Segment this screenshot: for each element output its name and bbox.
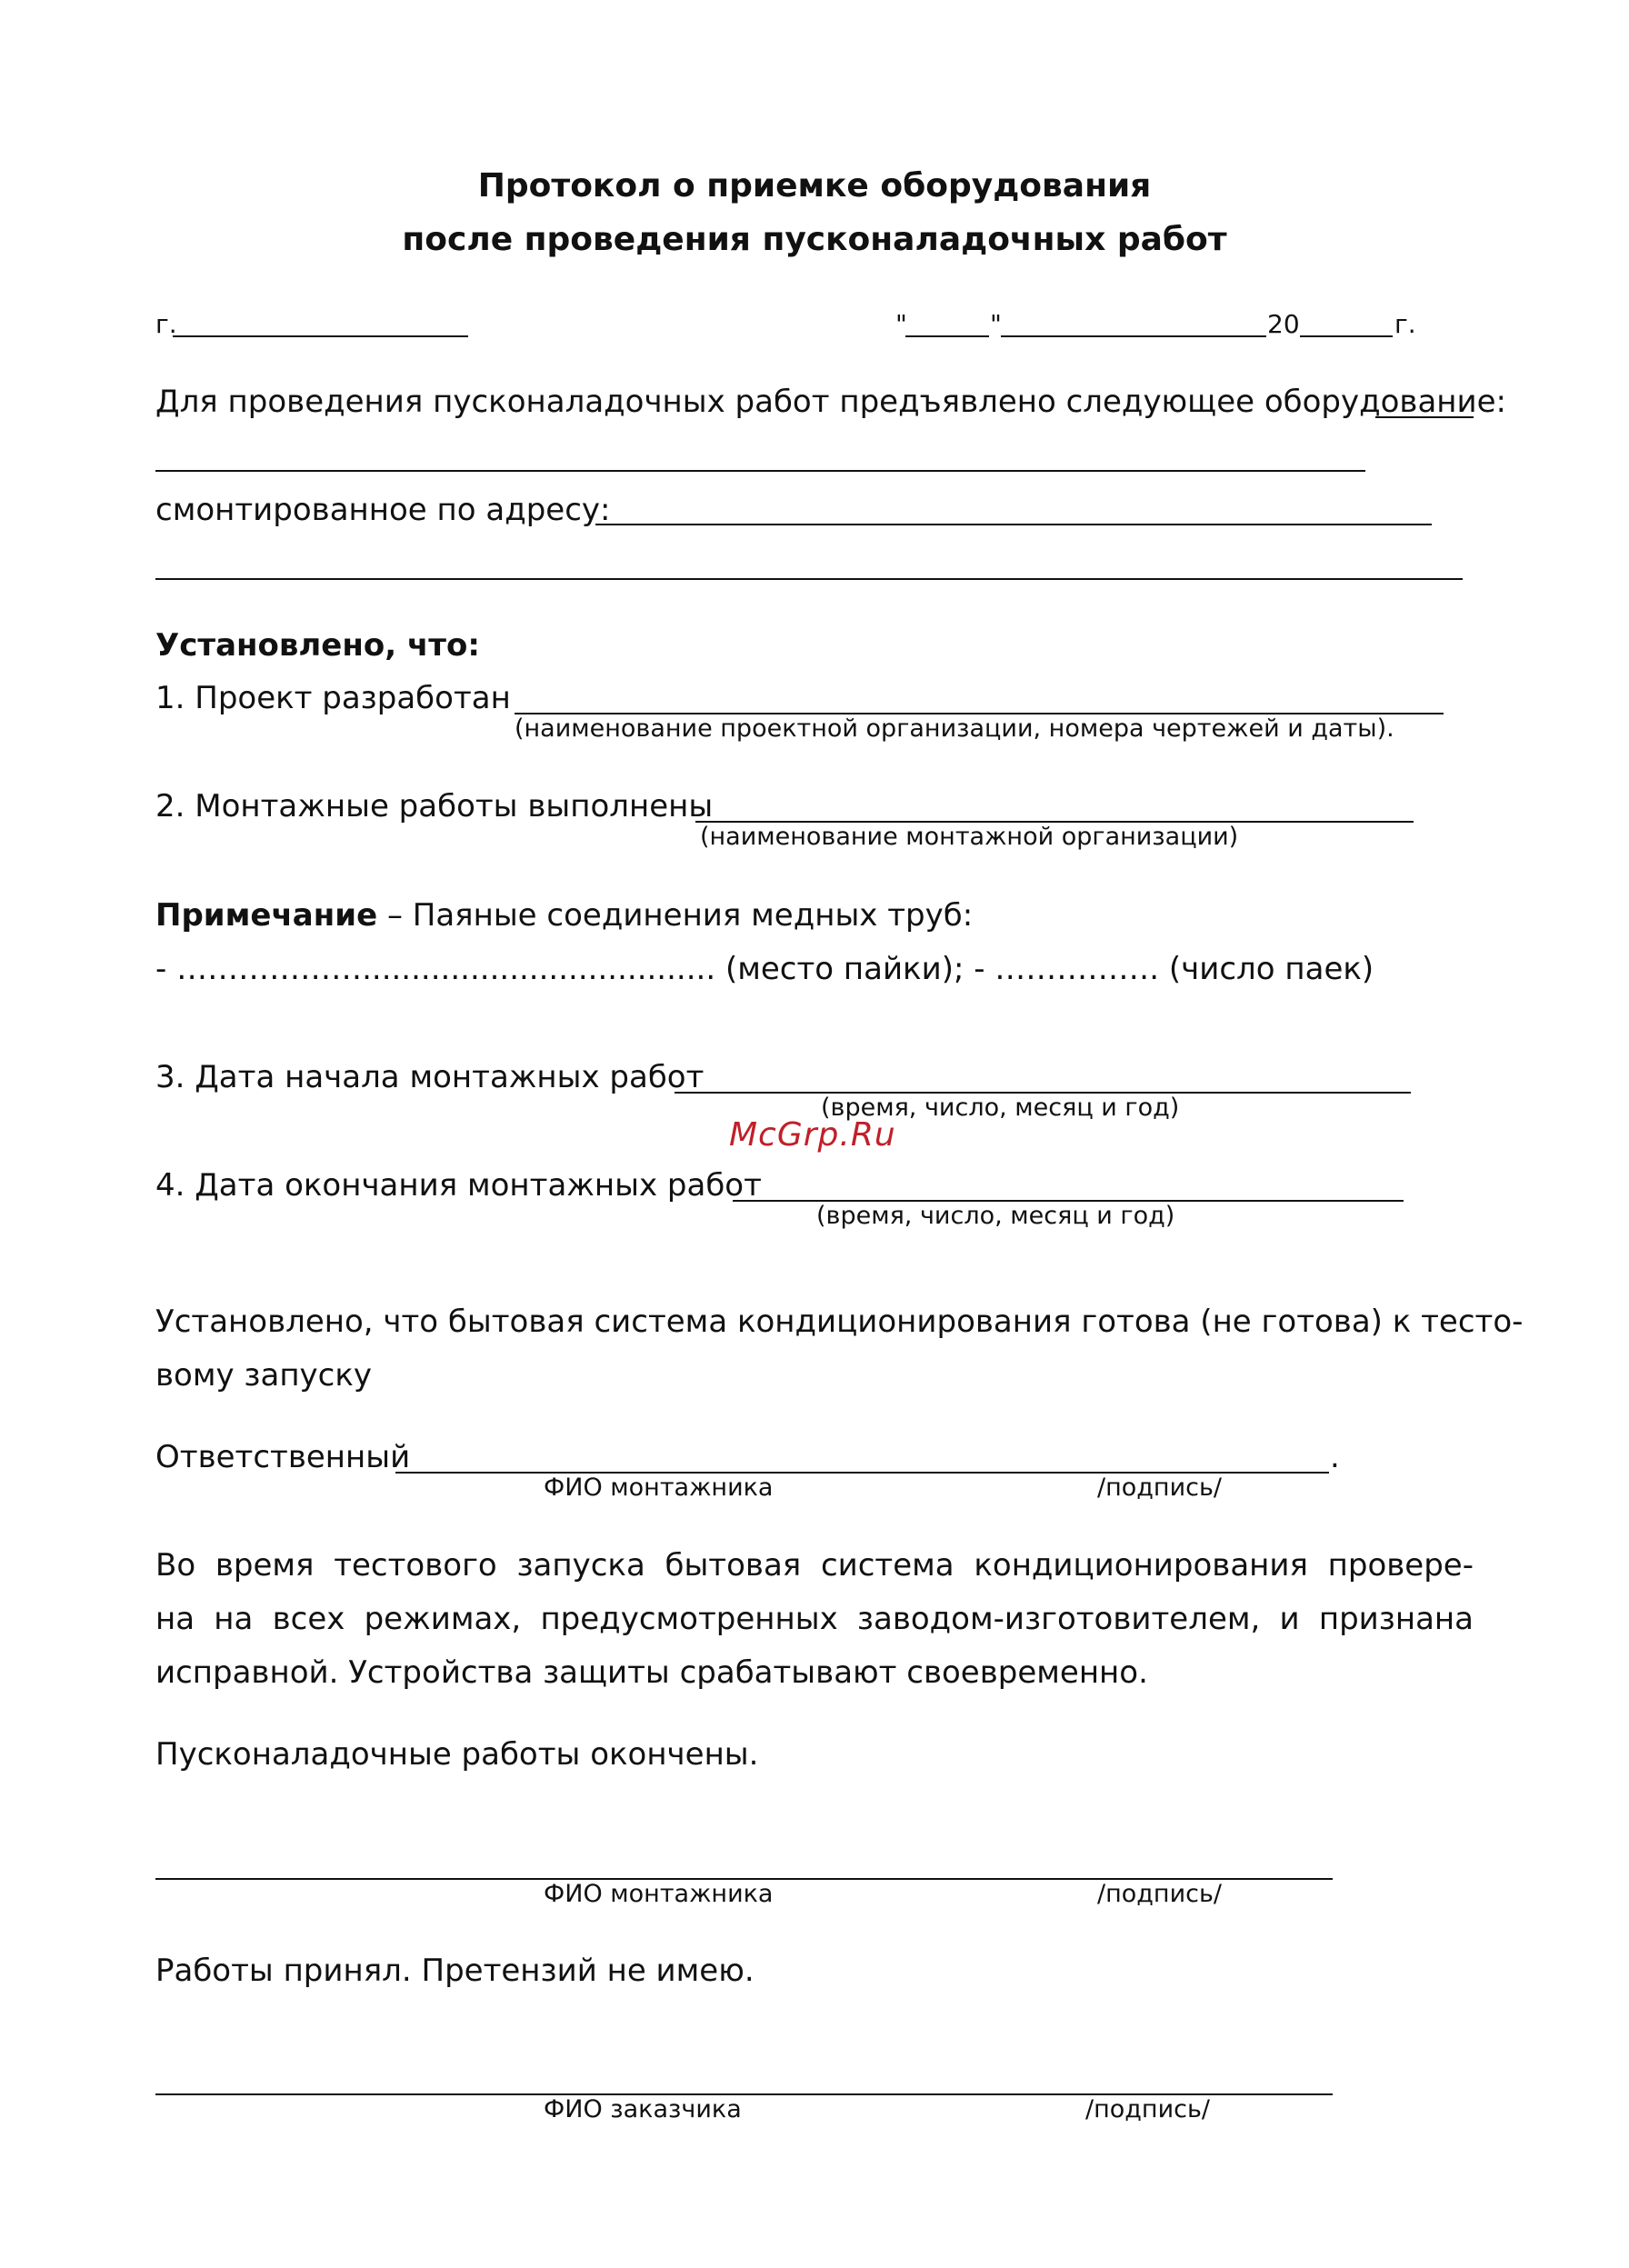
- watermark-logo: McGrp.Ru: [729, 1116, 896, 1154]
- installation-hint: (наименование монтажной организации): [700, 823, 1239, 851]
- installation-label: 2. Монтажные работы выполнены: [155, 788, 714, 824]
- start-date-hint: (время, число, месяц и год): [821, 1094, 1180, 1122]
- test-line-2: на на всех режимах, предусмотренных заводом-изготовителем, и признана: [155, 1601, 1474, 1637]
- date-quote-close: ": [990, 309, 1002, 339]
- address-field-line-1[interactable]: [595, 524, 1432, 525]
- note-line: [155, 897, 973, 934]
- responsible-period: .: [1330, 1439, 1340, 1475]
- note-text: – Паяные соединения медных труб:: [377, 897, 974, 934]
- ready-line-1: Установлено, что бытовая система кондиционирования готова (не готова) к тесто-: [155, 1304, 1524, 1340]
- project-hint: (наименование проектной организации, номера чертежей и даты).: [515, 714, 1394, 743]
- installer-sign-hint: /подпись/: [1097, 1880, 1222, 1908]
- address-label: смонтированное по адресу:: [155, 492, 611, 528]
- installer-fio-hint: ФИО монтажника: [544, 1880, 774, 1908]
- date-quote-open: ": [895, 309, 907, 339]
- project-label: 1. Проект разработан: [155, 680, 511, 716]
- test-line-1: Во время тестового запуска бытовая система кондиционирования провере-: [155, 1547, 1474, 1584]
- solder-line: - ……………….................................... (место пайки); - ……………. (число паек): [155, 951, 1374, 987]
- year-prefix: 20: [1267, 309, 1300, 339]
- note-label: Примечание: [155, 897, 378, 934]
- responsible-label: Ответственный: [155, 1439, 411, 1475]
- city-prefix: г.: [155, 309, 177, 339]
- equipment-text: Для проведения пусконаладочных работ предъявлено следующее оборудование:: [155, 384, 1507, 420]
- end-date-label: 4. Дата окончания монтажных работ: [155, 1167, 762, 1204]
- customer-fio-hint: ФИО заказчика: [544, 2095, 742, 2123]
- equipment-field-line-2[interactable]: [155, 470, 1365, 472]
- day-field-line[interactable]: [905, 335, 989, 337]
- city-field-line[interactable]: [173, 335, 468, 337]
- ready-line-2: вому запуску: [155, 1357, 373, 1394]
- customer-sign-hint: /подпись/: [1085, 2095, 1210, 2123]
- established-heading: Установлено, что:: [155, 627, 480, 664]
- end-date-hint: (время, число, месяц и год): [816, 1202, 1175, 1230]
- test-line-3: исправной. Устройства защиты срабатывают своевременно.: [155, 1654, 1148, 1691]
- finished-text: Пусконаладочные работы окончены.: [155, 1736, 759, 1773]
- document-title-line1: Протокол о приемке оборудования: [477, 167, 1152, 205]
- responsible-fio-hint: ФИО монтажника: [544, 1474, 774, 1502]
- address-field-line-2[interactable]: [155, 578, 1463, 580]
- responsible-sign-hint: /подпись/: [1097, 1474, 1222, 1502]
- start-date-label: 3. Дата начала монтажных работ: [155, 1059, 705, 1095]
- accepted-text: Работы принял. Претензий не имею.: [155, 1953, 755, 1989]
- year-field-line[interactable]: [1300, 335, 1393, 337]
- document-title-line2: после проведения пусконаладочных работ: [402, 221, 1227, 258]
- equipment-field-line-1[interactable]: [1375, 416, 1474, 418]
- year-suffix: г.: [1394, 309, 1416, 339]
- month-field-line[interactable]: [1001, 335, 1266, 337]
